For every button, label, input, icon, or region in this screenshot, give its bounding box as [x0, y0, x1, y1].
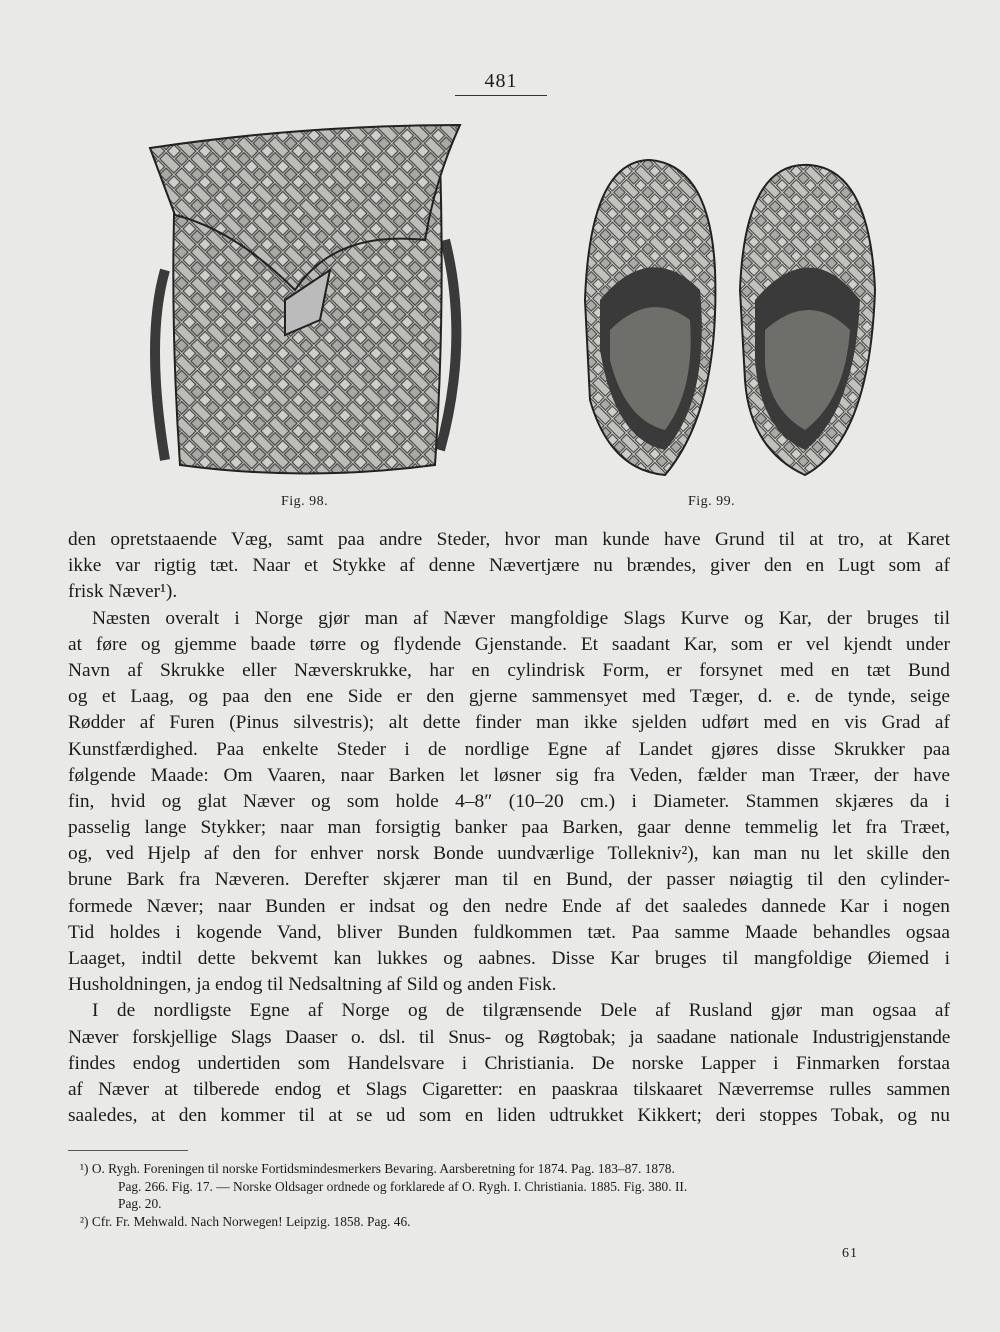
- figure-98-caption: Fig. 98.: [281, 494, 329, 509]
- body-line: at føre og gjemme baade tørre og flydende Gjenstande. Et saadant Kar, som er vel kjendt under: [68, 633, 950, 655]
- body-line: den opretstaaende Væg, samt paa andre Steder, hvor man kunde have Grund til at tro, at Karet: [68, 529, 950, 550]
- page-number-rule: [455, 95, 547, 96]
- woven-birch-bark-basket-icon: [135, 120, 480, 490]
- footnote-line: Pag. 266. Fig. 17. — Norske Oldsager ordnede og forklarede af O. Rygh. I. Christiania. 1885. Fig. 380. II.: [118, 1178, 688, 1194]
- body-line: brune Bark fra Næveren. Derefter skjærer man til en Bund, der passer nøiagtig til den cylinder-: [68, 869, 950, 891]
- body-line: passelig lange Stykker; naar man forsigtig banker paa Barken, gaar denne temmelig let fra Træet,: [68, 817, 950, 839]
- footnote-line: Pag. 20.: [118, 1196, 162, 1212]
- figure-99-caption: Fig. 99.: [688, 494, 736, 509]
- body-line: formede Næver; naar Bunden er indsat og den nedre Ende af det saaledes dannede Kar i nogen: [68, 895, 950, 917]
- body-line: Navn af Skrukke eller Næverskrukke, har en cylindrisk Form, er forsynet med en tæt Bund: [68, 659, 950, 681]
- body-line: af Næver at tilberede endog et Slags Cigaretter: en paaskraa tilskaaret Næverremse rulles sammen: [68, 1078, 950, 1100]
- body-line: frisk Næver¹).: [68, 581, 178, 603]
- woven-birch-bark-shoes-icon: [570, 150, 910, 490]
- printer-signature: 61: [842, 1246, 858, 1261]
- body-line: og et Laag, og paa den ene Side er den gjerne sammensyet med Tæger, d. e. de tynde, seige: [68, 686, 950, 708]
- body-line: Kunstfærdighed. Paa enkelte Steder i de nordlige Egne af Landet gjøres disse Skrukker paa: [68, 738, 950, 760]
- body-line: saaledes, at den kommer til at se ud som en liden udtrukket Kikkert; deri stoppes Tobak, og nu: [68, 1105, 950, 1127]
- page-number: 481: [484, 70, 518, 92]
- footnote-line: ²) Cfr. Fr. Mehwald. Nach Norwegen! Leipzig. 1858. Pag. 46.: [80, 1213, 411, 1229]
- body-line: Tid holdes i kogende Vand, bliver Bunden fuldkommen tæt. Paa samme Maade behandles ogsaa: [68, 921, 950, 943]
- body-line: findes endog undertiden som Handelsvare i Christiania. De norske Lapper i Finmarken forstaa: [68, 1052, 950, 1074]
- footnotes: [68, 1160, 950, 1230]
- body-line: Næsten overalt i Norge gjør man af Næver mangfoldige Slags Kurve og Kar, der bruges til: [92, 607, 950, 629]
- body-text: [68, 527, 950, 1129]
- body-line: Laaget, indtil dette bekvemt kan lukkes og aabnes. Disse Kar bruges til mangfoldige Øiemed i: [68, 948, 950, 969]
- body-line: og, ved Hjelp af den for enhver norsk Bonde uundværlige Tollekniv²), kan man nu let skille den: [68, 843, 950, 865]
- body-line: ikke var rigtig tæt. Naar et Stykke af denne Nævertjære nu brændes, giver den en Lugt som af: [68, 555, 950, 577]
- footnote-line: ¹) O. Rygh. Foreningen til norske Fortidsmindesmerkers Bevaring. Aarsberetning for 1874. Pag. 183–87. 1878.: [80, 1161, 675, 1176]
- body-line: Næver forskjellige Slags Daaser o. dsl. til Snus- og Røgtobak; ja saadane nationale Industrigjenstande: [68, 1026, 950, 1048]
- body-line: I de nordligste Egne af Norge og de tilgrænsende Dele af Rusland gjør man ogsaa af: [92, 1000, 950, 1022]
- footnote-rule: [68, 1150, 188, 1151]
- body-line: Husholdningen, ja endog til Nedsaltning af Sild og anden Fisk.: [68, 974, 557, 996]
- body-line: Rødder af Furen (Pinus silvestris); alt dette finder man ikke sjelden udført med en vis Grad af: [68, 712, 950, 734]
- body-line: fin, hvid og glat Næver og som holde 4–8″ (10–20 cm.) i Diameter. Stammen skjæres da i: [68, 790, 950, 812]
- body-line: følgende Maade: Om Vaaren, naar Barken let løsner sig fra Veden, fælder man Træer, der have: [68, 764, 950, 786]
